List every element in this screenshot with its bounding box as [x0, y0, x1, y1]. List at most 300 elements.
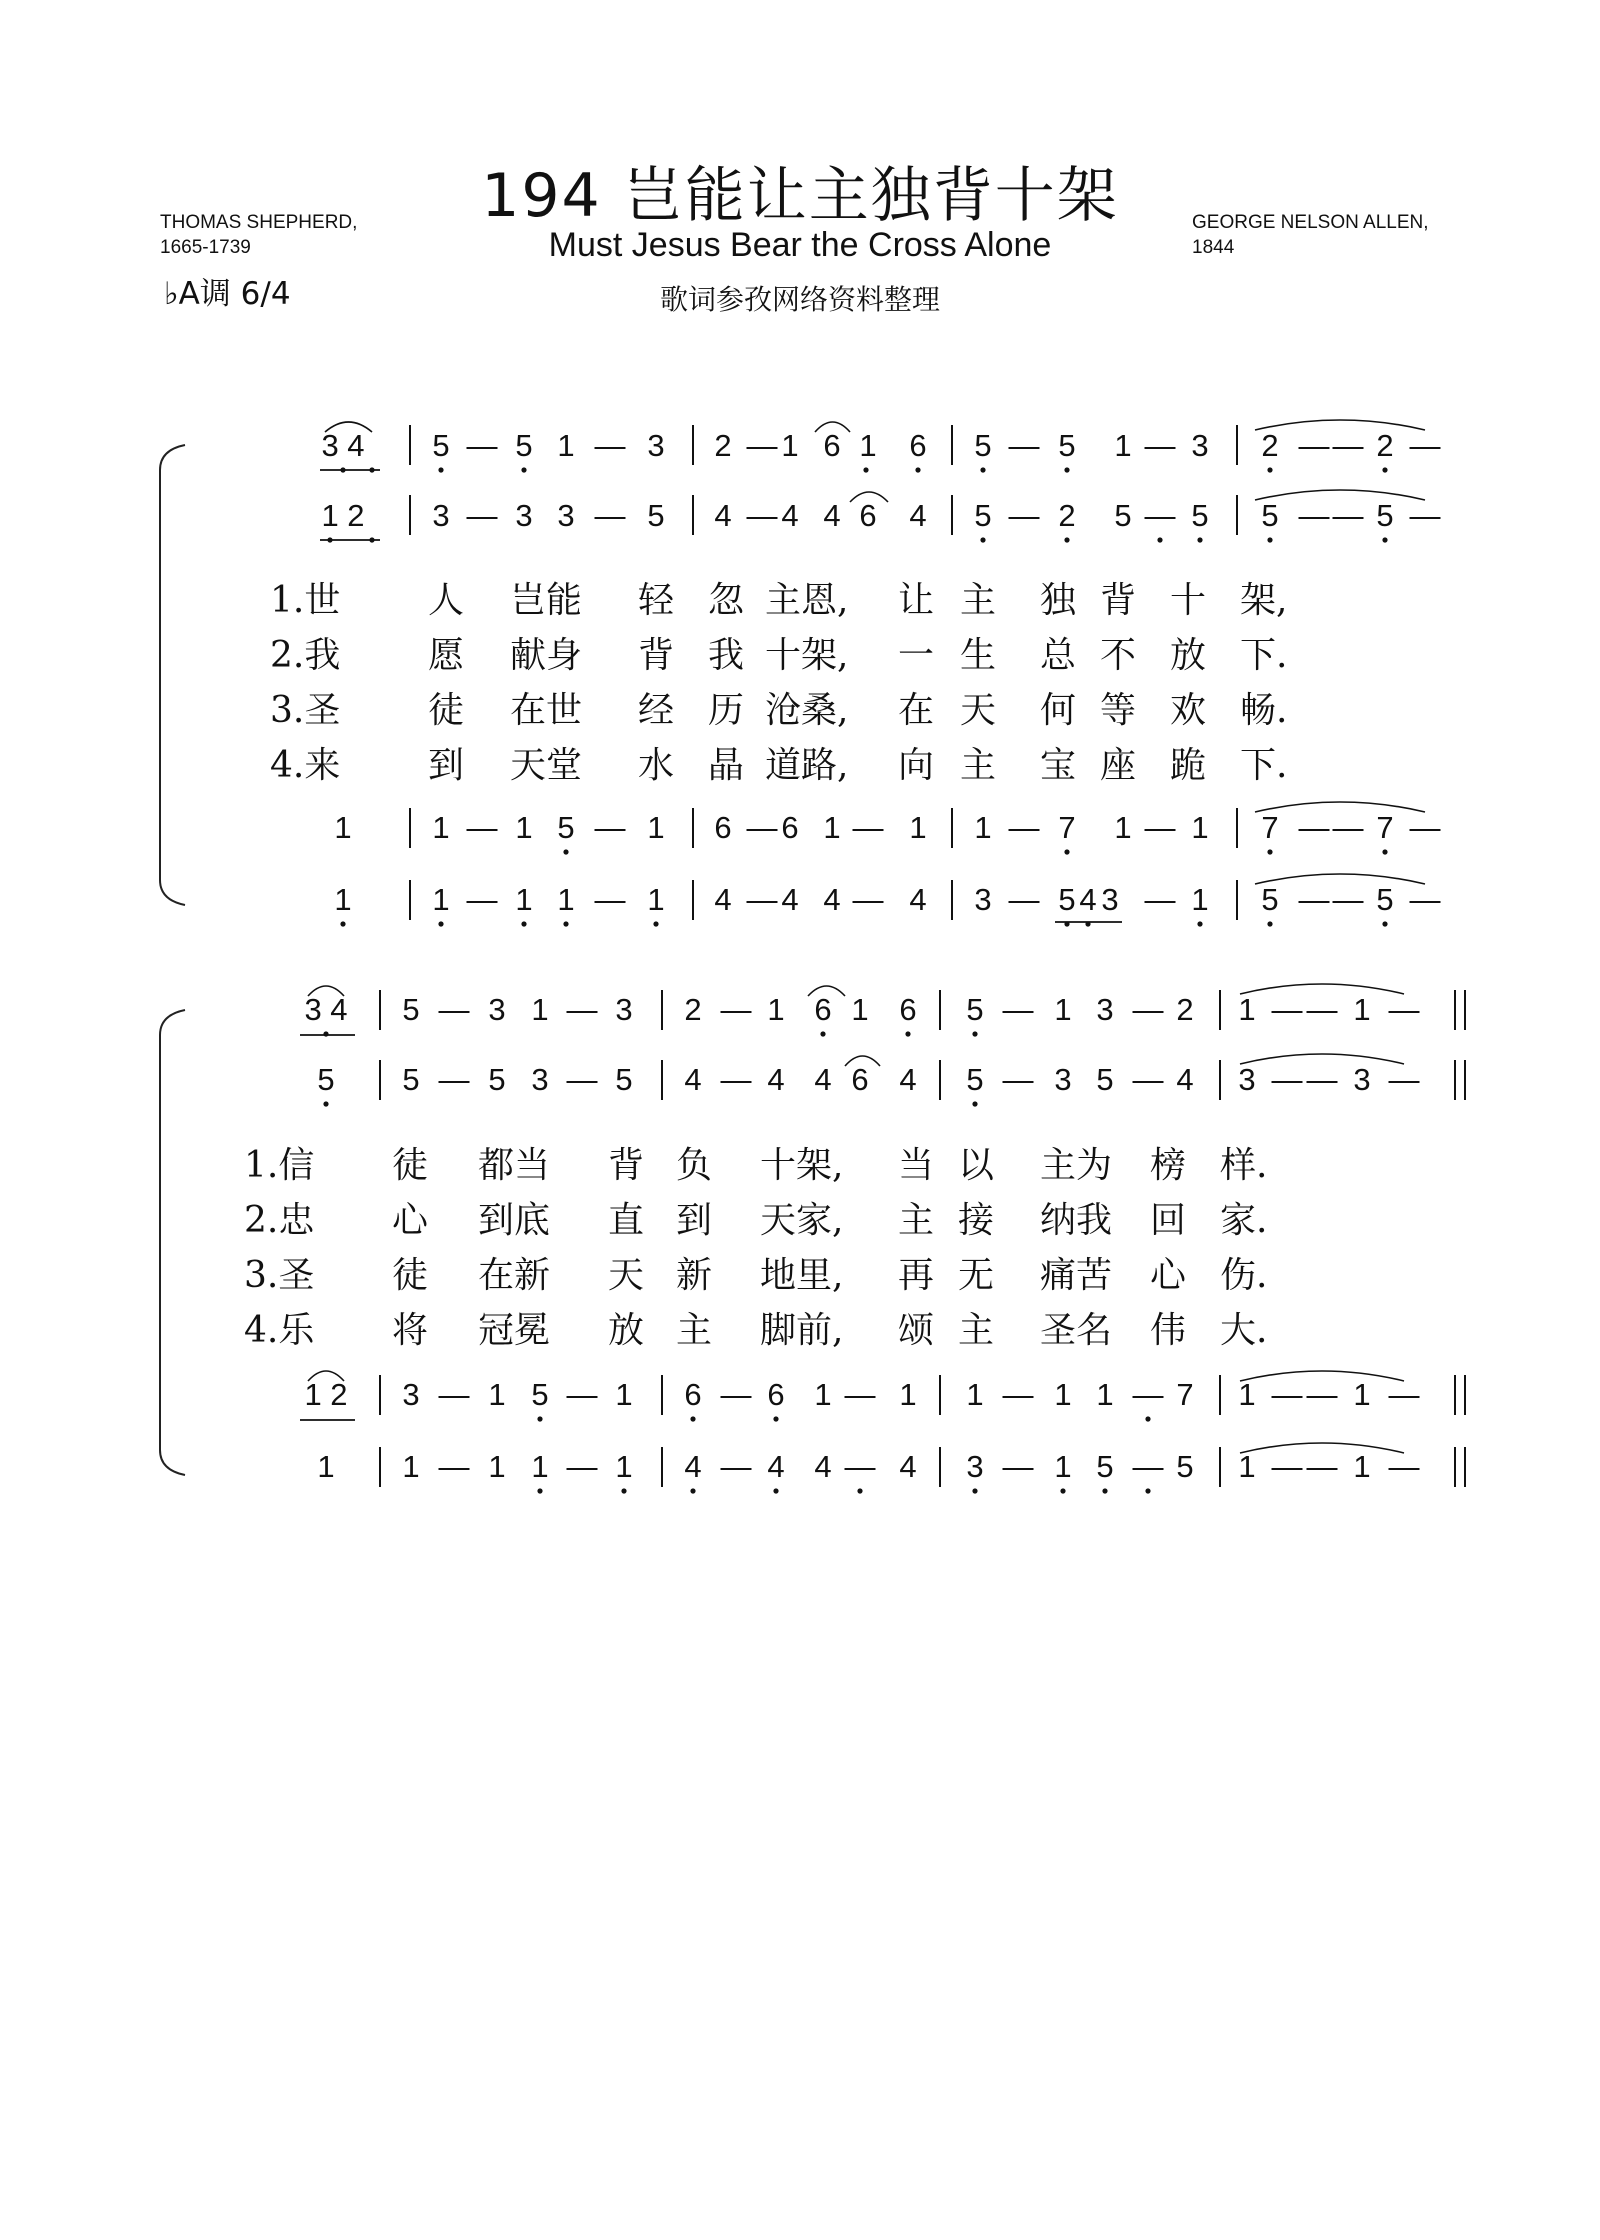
- lyric-syllable: 岂能: [510, 580, 583, 621]
- note-number: 5: [515, 428, 533, 463]
- note-number: 1: [488, 1377, 506, 1412]
- note-number: 1: [1353, 1377, 1371, 1412]
- note-number: 3: [1054, 1062, 1072, 1097]
- sustain-dash: —: [1388, 992, 1420, 1027]
- sustain-dash: —: [1271, 1062, 1303, 1097]
- sustain-dash: —: [720, 992, 752, 1027]
- lyric-syllable: 以: [958, 1145, 995, 1186]
- lyric-syllable: 再: [898, 1255, 935, 1296]
- lower-octave-dot: [1382, 537, 1387, 542]
- lyric-syllable: 主为: [1040, 1145, 1113, 1186]
- note-number: 3: [432, 498, 450, 533]
- lyric-syllable: 生: [960, 635, 997, 676]
- lyric-syllable: 背: [1100, 580, 1137, 621]
- hymn-subtitle: Must Jesus Bear the Cross Alone: [548, 226, 1052, 264]
- lower-octave-dot: [690, 1488, 695, 1493]
- sustain-dash: —: [1008, 428, 1040, 463]
- note-number: 6: [781, 810, 799, 845]
- lower-octave-dot: [438, 467, 443, 472]
- lyric-syllable: 主: [960, 580, 997, 621]
- sustain-dash: —: [1132, 1377, 1164, 1412]
- lyric-syllable: 回: [1150, 1200, 1187, 1241]
- lyric-syllable: 心: [1150, 1255, 1187, 1296]
- note-number: 1: [432, 810, 450, 845]
- lyric-syllable: 畅.: [1240, 690, 1288, 731]
- lyric-syllable: 十架,: [765, 635, 849, 676]
- lower-octave-dot: [972, 1031, 977, 1036]
- note-number: 1: [334, 810, 352, 845]
- note-number: 1: [515, 882, 533, 917]
- note-number: 1: [615, 1449, 633, 1484]
- lower-octave-dot: [537, 1416, 542, 1421]
- lyric-syllable: 等: [1100, 690, 1137, 731]
- note-number: 1: [531, 992, 549, 1027]
- lower-octave-dot: [369, 467, 374, 472]
- lyric-syllable: 座: [1100, 745, 1137, 786]
- lyric-syllable: 轻: [638, 580, 675, 621]
- lyric-syllable: 何: [1040, 690, 1077, 731]
- sustain-dash: —: [844, 1377, 876, 1412]
- lower-octave-dot: [323, 1101, 328, 1106]
- lower-octave-dot: [563, 921, 568, 926]
- lower-octave-dot: [653, 921, 658, 926]
- lower-octave-dot: [1267, 537, 1272, 542]
- lower-octave-dot: [369, 537, 374, 542]
- sustain-dash: —: [720, 1377, 752, 1412]
- lyric-syllable: 在世: [510, 690, 583, 731]
- lyric-syllable: 天: [960, 690, 997, 731]
- sustain-dash: —: [1409, 882, 1441, 917]
- note-number: 1: [767, 992, 785, 1027]
- lower-octave-dot: [1064, 537, 1069, 542]
- lyric-syllable: 十: [1170, 580, 1207, 621]
- note-number: 1: [909, 810, 927, 845]
- note-number: 5: [1191, 498, 1209, 533]
- lyric-syllable: 我: [708, 635, 745, 676]
- lyric-syllable: 让: [898, 580, 935, 621]
- sustain-dash: —: [1008, 498, 1040, 533]
- note-number: 1: [647, 810, 665, 845]
- note-number: 5: [647, 498, 665, 533]
- note-number: 5: [402, 1062, 420, 1097]
- note-number: 1: [823, 810, 841, 845]
- sustain-dash: —: [466, 498, 498, 533]
- sustain-dash: —: [852, 810, 884, 845]
- note-number: 1 2: [304, 1377, 348, 1412]
- lyric-syllable: 沧桑,: [765, 690, 849, 731]
- lyric-syllable: 背: [638, 635, 675, 676]
- lyric-syllable: 天: [608, 1255, 645, 1296]
- note-number: 3: [1096, 992, 1114, 1027]
- note-number: 2: [684, 992, 702, 1027]
- lyric-syllable: 徒: [392, 1255, 429, 1296]
- system-bracket: [160, 1010, 185, 1475]
- note-number: 1: [1114, 428, 1132, 463]
- note-number: 4: [684, 1449, 702, 1484]
- note-number: 5: [557, 810, 575, 845]
- lyric-syllable: 负: [676, 1145, 713, 1186]
- lyric-syllable: 当: [898, 1145, 935, 1186]
- note-number: 3: [488, 992, 506, 1027]
- note-number: 4: [814, 1449, 832, 1484]
- sustain-dash: —: [720, 1449, 752, 1484]
- lyric-syllable: 主: [960, 745, 997, 786]
- note-number: 3: [615, 992, 633, 1027]
- lower-octave-dot: [621, 1488, 626, 1493]
- lyric-syllable: 都当: [478, 1145, 551, 1186]
- note-number: 5: [1261, 882, 1279, 917]
- note-number: 1: [1238, 1449, 1256, 1484]
- lyric-syllable: 独: [1040, 580, 1077, 621]
- note-number: 4: [714, 882, 732, 917]
- lyric-syllable: 经: [638, 690, 675, 731]
- lyric-syllable: 圣名: [1040, 1310, 1113, 1351]
- note-number: 1: [1191, 810, 1209, 845]
- note-number: 1: [647, 882, 665, 917]
- note-number: 5: [317, 1062, 335, 1097]
- lower-octave-dot: [980, 537, 985, 542]
- note-number: 3: [1238, 1062, 1256, 1097]
- lyric-syllable: 主恩,: [765, 580, 849, 621]
- note-number: 7: [1176, 1377, 1194, 1412]
- note-number: 3: [515, 498, 533, 533]
- note-number: 2: [1376, 428, 1394, 463]
- sustain-dash: —: [852, 882, 884, 917]
- note-number: 5: [1376, 882, 1394, 917]
- sustain-dash: —: [1002, 992, 1034, 1027]
- sustain-dash: —: [466, 428, 498, 463]
- lyric-syllable: 献身: [510, 635, 583, 676]
- note-number: 5: [1376, 498, 1394, 533]
- lower-octave-dot: [1382, 467, 1387, 472]
- lower-octave-dot: [1157, 537, 1162, 542]
- lower-octave-dot: [905, 1031, 910, 1036]
- lyric-syllable: 直: [608, 1200, 645, 1241]
- note-number: 4: [781, 498, 799, 533]
- note-number: 3: [966, 1449, 984, 1484]
- lower-octave-dot: [1197, 537, 1202, 542]
- note-number: 3: [1191, 428, 1209, 463]
- note-number: 4: [823, 498, 841, 533]
- sustain-dash: —: [1388, 1449, 1420, 1484]
- lyric-syllable: 接: [958, 1200, 995, 1241]
- lower-octave-dot: [857, 1488, 862, 1493]
- sustain-dash: —: [1144, 428, 1176, 463]
- sustain-dash: —: [1388, 1377, 1420, 1412]
- sustain-dash: —: [1298, 882, 1330, 917]
- lyric-syllable: 宝: [1040, 745, 1077, 786]
- sustain-dash: —: [594, 498, 626, 533]
- lyric-syllable: 颂: [898, 1310, 935, 1351]
- sustain-dash: —: [1409, 810, 1441, 845]
- note-number: 5: [1114, 498, 1132, 533]
- sustain-dash: —: [1002, 1062, 1034, 1097]
- lyric-syllable: 徒: [428, 690, 465, 731]
- sustain-dash: —: [566, 1377, 598, 1412]
- note-number: 4: [909, 498, 927, 533]
- lyric-syllable: 徒: [392, 1145, 429, 1186]
- lyric-syllable: 4.乐: [244, 1310, 315, 1351]
- sustain-dash: —: [746, 810, 778, 845]
- sustain-dash: —: [746, 428, 778, 463]
- note-number: 5: [432, 428, 450, 463]
- lyric-syllable: 榜: [1150, 1145, 1187, 1186]
- note-number: 1: [1238, 992, 1256, 1027]
- sustain-dash: —: [438, 1449, 470, 1484]
- lyric-syllable: 1.信: [244, 1145, 315, 1186]
- lower-octave-dot: [323, 1031, 328, 1036]
- sustain-dash: —: [1332, 428, 1364, 463]
- note-number: 5: [402, 992, 420, 1027]
- lyric-syllable: 3.圣: [270, 690, 341, 731]
- sustain-dash: —: [1306, 1062, 1338, 1097]
- lower-octave-dot: [327, 537, 332, 542]
- lyricist-years: 1665-1739: [160, 237, 251, 258]
- lyric-syllable: 2.我: [270, 635, 341, 676]
- lower-octave-dot: [1267, 921, 1272, 926]
- note-number: 5: [1096, 1449, 1114, 1484]
- lower-octave-dot: [1145, 1416, 1150, 1421]
- note-number: 3: [974, 882, 992, 917]
- note-number: 6: [899, 992, 917, 1027]
- note-number: 4: [1079, 882, 1097, 917]
- note-number: 3: [402, 1377, 420, 1412]
- lower-octave-dot: [1060, 1488, 1065, 1493]
- note-number: 5: [1058, 428, 1076, 463]
- note-number: 5: [488, 1062, 506, 1097]
- note-number: 1: [899, 1377, 917, 1412]
- note-number: 1 2: [321, 498, 365, 533]
- sustain-dash: —: [566, 1062, 598, 1097]
- note-number: 4: [899, 1449, 917, 1484]
- lyric-syllable: 一: [898, 635, 935, 676]
- lyric-syllable: 不: [1100, 635, 1137, 676]
- lower-octave-dot: [1064, 467, 1069, 472]
- note-number: 1: [1054, 1449, 1072, 1484]
- lyric-syllable: 主: [958, 1310, 995, 1351]
- note-number: 3: [1101, 882, 1119, 917]
- sustain-dash: —: [1298, 810, 1330, 845]
- sustain-dash: —: [1271, 992, 1303, 1027]
- note-number: 6: [814, 992, 832, 1027]
- sustain-dash: —: [1388, 1062, 1420, 1097]
- note-number: 6: [859, 498, 877, 533]
- note-number: 5: [1058, 882, 1076, 917]
- lyric-syllable: 3.圣: [244, 1255, 315, 1296]
- sustain-dash: —: [594, 810, 626, 845]
- lyric-syllable: 家.: [1220, 1200, 1268, 1241]
- note-number: 3: [531, 1062, 549, 1097]
- note-number: 6: [767, 1377, 785, 1412]
- key-signature: ♭A调 6/4: [164, 276, 291, 312]
- note-number: 1: [402, 1449, 420, 1484]
- note-number: 2: [1261, 428, 1279, 463]
- lyric-syllable: 天堂: [510, 745, 583, 786]
- lower-octave-dot: [1267, 467, 1272, 472]
- note-number: 1: [1054, 992, 1072, 1027]
- note-number: 1: [859, 428, 877, 463]
- lyric-syllable: 背: [608, 1145, 645, 1186]
- note-number: 1: [557, 428, 575, 463]
- note-number: 1: [966, 1377, 984, 1412]
- sustain-dash: —: [1144, 882, 1176, 917]
- note-number: 1: [557, 882, 575, 917]
- lyric-syllable: 到: [428, 745, 465, 786]
- lyric-syllable: 无: [958, 1255, 995, 1296]
- lower-octave-dot: [563, 849, 568, 854]
- lyric-syllable: 欢: [1170, 690, 1207, 731]
- lower-octave-dot: [820, 1031, 825, 1036]
- note-number: 5: [974, 428, 992, 463]
- lyric-syllable: 架,: [1240, 580, 1288, 621]
- sustain-dash: —: [594, 428, 626, 463]
- lyric-syllable: 纳我: [1040, 1200, 1113, 1241]
- lower-octave-dot: [1267, 849, 1272, 854]
- note-number: 1: [1114, 810, 1132, 845]
- note-number: 4: [684, 1062, 702, 1097]
- lower-octave-dot: [1197, 921, 1202, 926]
- sustain-dash: —: [438, 992, 470, 1027]
- lower-octave-dot: [773, 1416, 778, 1421]
- sustain-dash: —: [1409, 428, 1441, 463]
- lower-octave-dot: [1145, 1488, 1150, 1493]
- note-number: 3 4: [304, 992, 348, 1027]
- lower-octave-dot: [773, 1488, 778, 1493]
- note-number: 1: [974, 810, 992, 845]
- lyric-syllable: 主: [676, 1310, 713, 1351]
- lower-octave-dot: [340, 467, 345, 472]
- sustain-dash: —: [1008, 882, 1040, 917]
- sustain-dash: —: [594, 882, 626, 917]
- lyric-syllable: 历: [708, 690, 745, 731]
- note-number: 1: [317, 1449, 335, 1484]
- lyric-syllable: 样.: [1220, 1145, 1268, 1186]
- sustain-dash: —: [1298, 498, 1330, 533]
- note-number: 1: [432, 882, 450, 917]
- sustain-dash: —: [1144, 810, 1176, 845]
- lyric-syllable: 2.忠: [244, 1200, 315, 1241]
- lyrics-source-note: 歌词参孜网络资料整理: [659, 283, 940, 316]
- sustain-dash: —: [1002, 1449, 1034, 1484]
- lyric-syllable: 下.: [1240, 635, 1288, 676]
- note-number: 4: [1176, 1062, 1194, 1097]
- note-number: 1: [334, 882, 352, 917]
- sustain-dash: —: [1306, 1449, 1338, 1484]
- note-number: 5: [615, 1062, 633, 1097]
- sustain-dash: —: [720, 1062, 752, 1097]
- sustain-dash: —: [844, 1449, 876, 1484]
- lower-octave-dot: [340, 921, 345, 926]
- system-bracket: [160, 445, 185, 905]
- lyric-syllable: 水: [638, 745, 675, 786]
- lower-octave-dot: [1102, 1488, 1107, 1493]
- sustain-dash: —: [1144, 498, 1176, 533]
- lyric-syllable: 新: [676, 1255, 713, 1296]
- sustain-dash: —: [1002, 1377, 1034, 1412]
- sustain-dash: —: [1271, 1449, 1303, 1484]
- note-number: 3: [647, 428, 665, 463]
- note-number: 7: [1261, 810, 1279, 845]
- lower-octave-dot: [980, 467, 985, 472]
- sustain-dash: —: [1298, 428, 1330, 463]
- note-number: 4: [767, 1449, 785, 1484]
- note-number: 5: [974, 498, 992, 533]
- lyric-syllable: 伟: [1150, 1310, 1187, 1351]
- composer-name: GEORGE NELSON ALLEN,: [1192, 212, 1429, 233]
- note-number: 3 4: [321, 428, 365, 463]
- note-number: 2: [1058, 498, 1076, 533]
- sustain-dash: —: [1306, 1377, 1338, 1412]
- sustain-dash: —: [1271, 1377, 1303, 1412]
- note-number: 5: [1096, 1062, 1114, 1097]
- lyric-syllable: 跪: [1170, 745, 1207, 786]
- note-number: 6: [851, 1062, 869, 1097]
- lyric-syllable: 放: [1170, 635, 1207, 676]
- sustain-dash: —: [1332, 498, 1364, 533]
- hymn-title: 194 岂能让主独背十架: [481, 161, 1119, 231]
- note-number: 7: [1058, 810, 1076, 845]
- note-number: 4: [814, 1062, 832, 1097]
- note-number: 1: [1191, 882, 1209, 917]
- note-number: 1: [1054, 1377, 1072, 1412]
- note-number: 3: [1353, 1062, 1371, 1097]
- lyric-syllable: 冠冕: [478, 1310, 551, 1351]
- note-number: 6: [714, 810, 732, 845]
- note-number: 4: [714, 498, 732, 533]
- note-number: 4: [899, 1062, 917, 1097]
- sustain-dash: —: [1332, 882, 1364, 917]
- lower-octave-dot: [438, 921, 443, 926]
- lower-octave-dot: [1064, 849, 1069, 854]
- lyric-syllable: 痛苦: [1040, 1255, 1113, 1296]
- lyric-syllable: 将: [392, 1310, 429, 1351]
- note-number: 5: [966, 992, 984, 1027]
- lyric-syllable: 主: [898, 1200, 935, 1241]
- lyric-syllable: 地里,: [760, 1255, 844, 1296]
- sustain-dash: —: [438, 1377, 470, 1412]
- lyric-syllable: 在: [898, 690, 935, 731]
- sustain-dash: —: [1008, 810, 1040, 845]
- note-number: 1: [781, 428, 799, 463]
- note-number: 3: [557, 498, 575, 533]
- lower-octave-dot: [521, 921, 526, 926]
- note-number: 7: [1376, 810, 1394, 845]
- lyric-syllable: 愿: [428, 635, 465, 676]
- lower-octave-dot: [1382, 849, 1387, 854]
- note-number: 5: [966, 1062, 984, 1097]
- sustain-dash: —: [1332, 810, 1364, 845]
- note-number: 1: [1096, 1377, 1114, 1412]
- note-number: 1: [1353, 992, 1371, 1027]
- note-number: 5: [1261, 498, 1279, 533]
- lyric-syllable: 放: [608, 1310, 645, 1351]
- lyric-syllable: 4.来: [270, 745, 341, 786]
- lyric-syllable: 人: [428, 580, 465, 621]
- note-number: 1: [531, 1449, 549, 1484]
- sustain-dash: —: [746, 882, 778, 917]
- lower-octave-dot: [690, 1416, 695, 1421]
- lyric-syllable: 道路,: [765, 745, 849, 786]
- note-number: 6: [909, 428, 927, 463]
- sustain-dash: —: [566, 992, 598, 1027]
- lyric-syllable: 心: [392, 1200, 429, 1241]
- lyric-syllable: 向: [898, 745, 935, 786]
- lower-octave-dot: [1382, 921, 1387, 926]
- sustain-dash: —: [1132, 1449, 1164, 1484]
- note-number: 1: [1238, 1377, 1256, 1412]
- note-number: 1: [488, 1449, 506, 1484]
- sustain-dash: —: [1409, 498, 1441, 533]
